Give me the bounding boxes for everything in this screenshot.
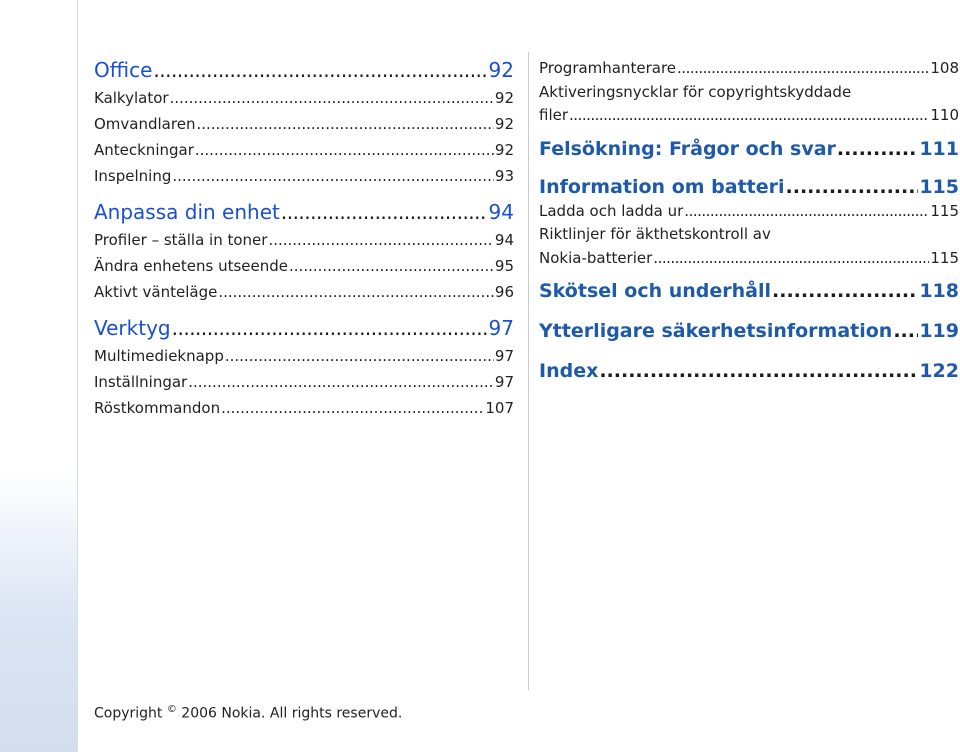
toc-item-auth-line1[interactable]: Riktlinjer för äkthetskontroll av [539, 225, 771, 243]
section-gap [539, 270, 959, 278]
toc-item-omvandlaren[interactable] [94, 111, 514, 137]
toc-item-title: Ändra enhetens utseende [94, 257, 289, 275]
toc-leader-dots [786, 174, 919, 200]
toc-page-number: 94 [488, 200, 514, 224]
toc-page-number: 115 [930, 248, 959, 267]
toc-item-title: filer [539, 106, 569, 124]
toc-leader-dots [195, 137, 494, 163]
toc-heading-title: Skötsel och underhåll [539, 280, 772, 302]
toc-left-column [94, 57, 514, 421]
toc-heading-title: Index [539, 360, 599, 382]
toc-item-title: Profiler – ställa in toner [94, 231, 268, 249]
toc-item-aktivt-vantelage[interactable] [94, 279, 514, 305]
toc-item-programhanterare[interactable] [539, 57, 959, 81]
column-divider [528, 52, 529, 690]
toc-page-number: 92 [494, 89, 514, 107]
section-gap [539, 304, 959, 318]
toc-leader-dots [188, 369, 494, 395]
left-margin-strip [0, 0, 78, 752]
toc-item-drm-line2[interactable] [539, 104, 959, 128]
toc-leader-dots [218, 279, 494, 305]
toc-heading-office[interactable] [94, 57, 514, 83]
toc-heading-batteri[interactable] [539, 174, 959, 200]
toc-item-profiler[interactable] [94, 227, 514, 253]
copyright-symbol: © [166, 704, 177, 715]
toc-page-number: 93 [494, 167, 514, 185]
toc-item-inspelning[interactable] [94, 163, 514, 189]
toc-leader-dots [196, 111, 493, 137]
toc-leader-dots [221, 395, 484, 421]
toc-heading-title: Felsökning: Frågor och svar [539, 137, 836, 160]
toc-item-title: Nokia-batterier [539, 248, 653, 267]
toc-page-number: 115 [919, 175, 959, 198]
toc-item-kalkylator[interactable] [94, 85, 514, 111]
toc-heading-anpassa[interactable] [94, 199, 514, 225]
toc-leader-dots [153, 57, 487, 83]
toc-leader-dots [268, 227, 493, 253]
toc-heading-title: Verktyg [94, 316, 171, 340]
section-gap [94, 305, 514, 315]
toc-leader-dots [569, 104, 929, 128]
toc-leader-dots [172, 315, 488, 341]
toc-item-title: Kalkylator [94, 89, 169, 107]
toc-heading-sakerhet[interactable] [539, 318, 959, 344]
toc-item-title: Multimedieknapp [94, 347, 224, 365]
toc-page-number: 122 [919, 360, 959, 382]
toc-leader-dots [599, 358, 918, 384]
toc-item-title: Ladda och ladda ur [539, 201, 684, 220]
toc-page-number: 97 [488, 316, 514, 340]
toc-page-number: 94 [494, 231, 514, 249]
toc-leader-dots [653, 247, 929, 271]
toc-leader-dots [677, 57, 929, 81]
toc-item-multimedieknapp[interactable] [94, 343, 514, 369]
toc-page-number: 115 [930, 201, 959, 220]
section-gap [539, 344, 959, 358]
toc-right-column [539, 57, 959, 384]
toc-page-number: 118 [919, 280, 959, 302]
toc-item-title: Aktivt vänteläge [94, 283, 218, 301]
toc-page-number: 92 [494, 115, 514, 133]
toc-leader-dots [893, 318, 918, 344]
section-gap [539, 162, 959, 174]
toc-item-title: Anteckningar [94, 141, 194, 159]
toc-heading-title: Office [94, 58, 153, 82]
toc-item-anteckningar[interactable] [94, 137, 514, 163]
toc-heading-title: Anpassa din enhet [94, 200, 280, 224]
toc-item-title: Inställningar [94, 373, 188, 391]
section-gap [94, 189, 514, 199]
copyright-suffix: 2006 Nokia. All rights reserved. [176, 705, 403, 722]
copyright-prefix: Copyright [94, 705, 167, 722]
toc-page-number: 97 [494, 347, 514, 365]
toc-item-rostkommandon[interactable] [94, 395, 514, 421]
toc-page-number: 97 [494, 373, 514, 391]
toc-item-title: Programhanterare [539, 59, 677, 77]
toc-leader-dots [225, 343, 494, 369]
toc-leader-dots [172, 163, 494, 189]
toc-leader-dots [289, 253, 494, 279]
toc-item-ladda[interactable] [539, 200, 959, 224]
toc-heading-title: Information om batteri [539, 175, 785, 198]
toc-heading-index[interactable] [539, 358, 959, 384]
toc-leader-dots [772, 278, 918, 304]
toc-page-number: 92 [494, 141, 514, 159]
toc-item-title: Omvandlaren [94, 115, 196, 133]
toc-page-number: 107 [485, 399, 514, 417]
toc-item-auth-line2[interactable] [539, 247, 959, 271]
toc-page-number: 108 [930, 59, 959, 77]
toc-item-andra-utseende[interactable] [94, 253, 514, 279]
toc-leader-dots [170, 85, 494, 111]
toc-item-title: Röstkommandon [94, 399, 221, 417]
toc-heading-skotsel[interactable] [539, 278, 959, 304]
toc-leader-dots [281, 199, 488, 225]
toc-heading-felsokning[interactable] [539, 136, 959, 162]
toc-item-drm-line1[interactable]: Aktiveringsnycklar för copyrightskyddade [539, 82, 852, 101]
toc-page-number: 110 [930, 106, 959, 124]
toc-item-installningar[interactable] [94, 369, 514, 395]
toc-heading-verktyg[interactable] [94, 315, 514, 341]
toc-page-number: 119 [919, 320, 959, 342]
toc-page-number: 96 [494, 283, 514, 301]
toc-leader-dots [684, 200, 929, 224]
toc-page-number: 111 [919, 137, 959, 160]
section-gap [539, 128, 959, 136]
copyright-footer [94, 704, 402, 722]
toc-page-number: 95 [494, 257, 514, 275]
toc-page-number: 92 [488, 58, 514, 82]
toc-leader-dots [837, 136, 918, 162]
toc-item-title: Inspelning [94, 167, 172, 185]
toc-heading-title: Ytterligare säkerhetsinformation [539, 320, 893, 342]
